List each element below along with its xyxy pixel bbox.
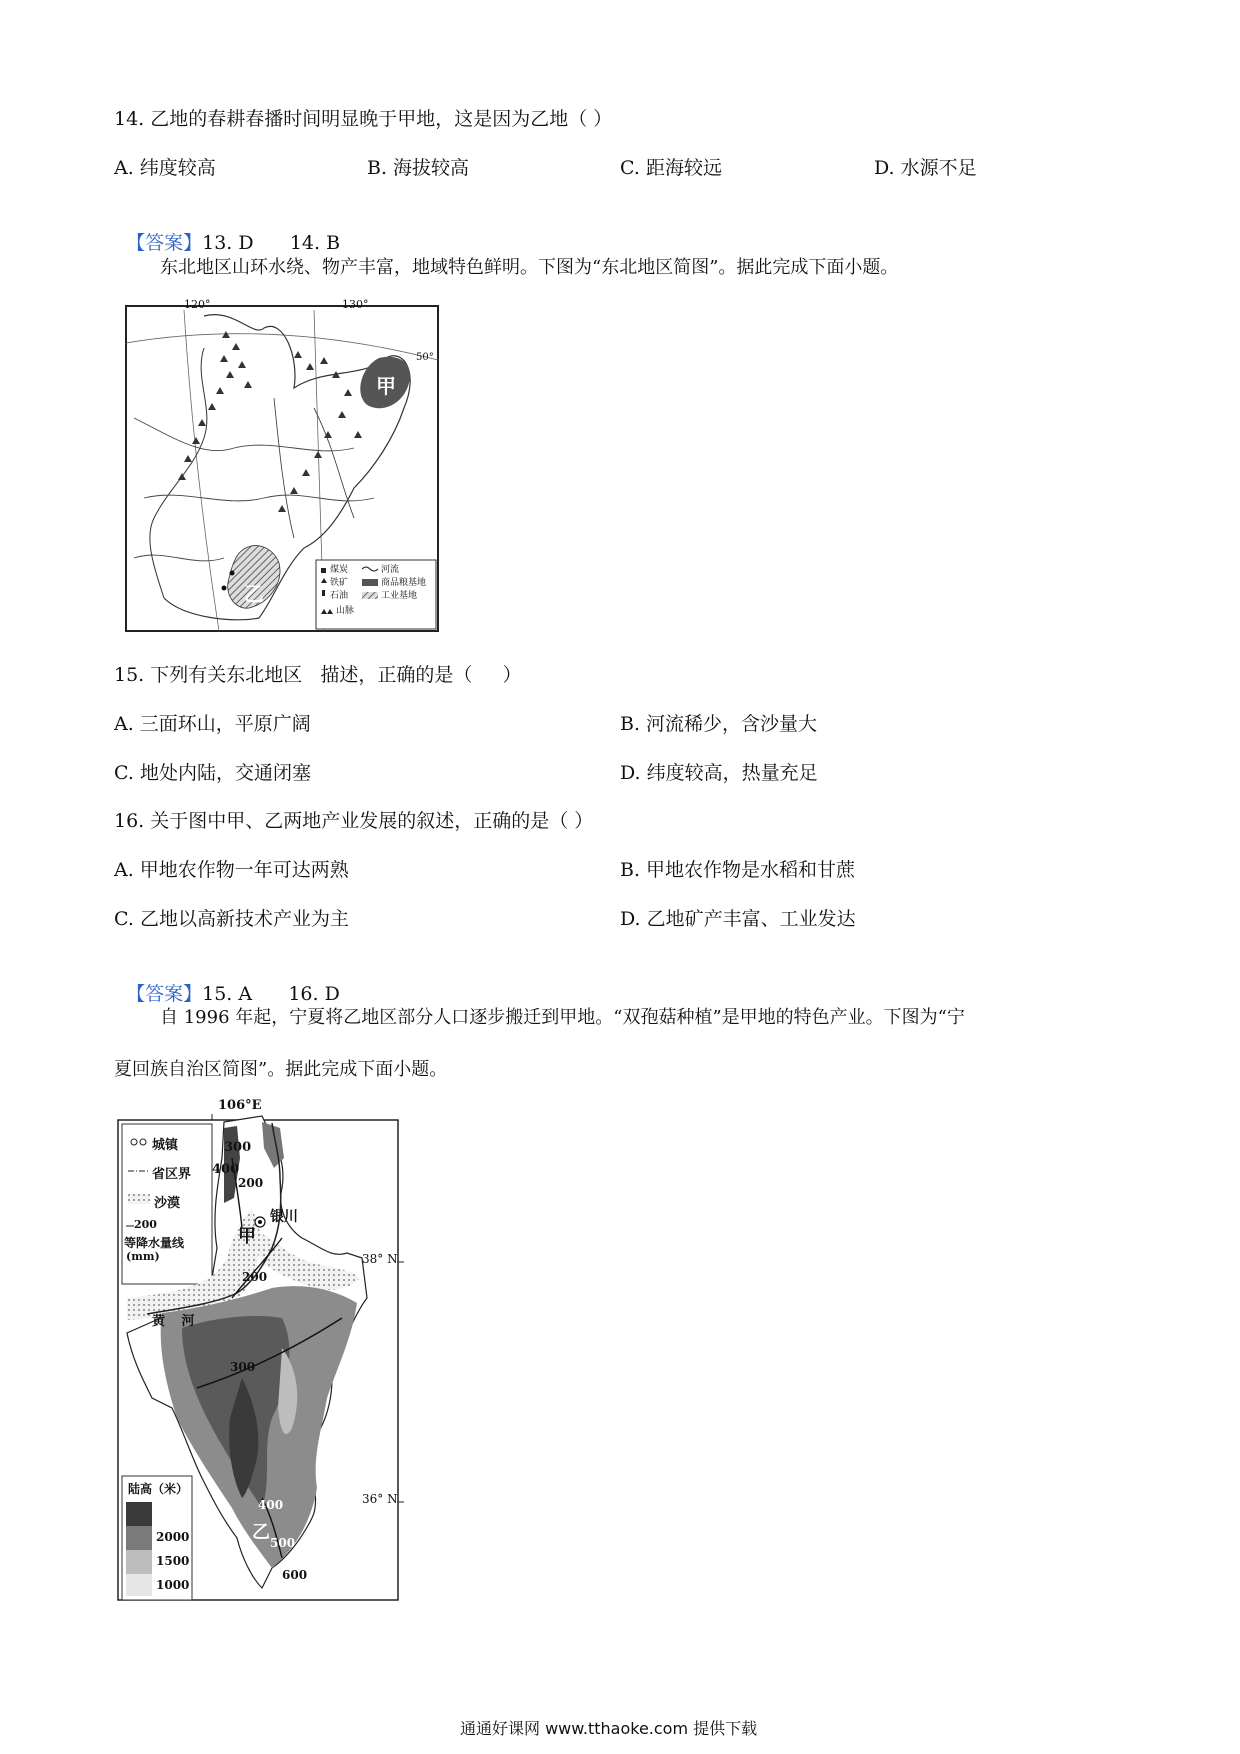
q16-option-c: C. 乙地以高新技术产业为主 bbox=[114, 908, 349, 930]
q16-option-b: B. 甲地农作物是水稻和甘蔗 bbox=[620, 859, 856, 881]
isohyet-label: 500 bbox=[270, 1536, 296, 1550]
legend-grain-base: 商品粮基地 bbox=[381, 578, 427, 588]
region-jia-label: 甲 bbox=[376, 374, 396, 398]
legend-isohyet-value: 200 bbox=[134, 1218, 157, 1231]
legend-river: 河流 bbox=[381, 565, 400, 575]
isohyet-label: 400 bbox=[258, 1498, 284, 1512]
legend-desert: 沙漠 bbox=[154, 1196, 181, 1211]
q16-option-d: D. 乙地矿产丰富、工业发达 bbox=[620, 908, 856, 930]
q15-option-b: B. 河流稀少，含沙量大 bbox=[620, 713, 818, 735]
elevation-legend-title: 陆高（米） bbox=[128, 1482, 189, 1496]
lat-38-label: 38° N bbox=[362, 1252, 398, 1266]
ningxia-map bbox=[112, 1098, 472, 1604]
answer-text: 13. D 14. B bbox=[202, 232, 341, 254]
q15-stem: 15. 下列有关东北地区 描述，正确的是（ ） bbox=[114, 664, 522, 686]
isohyet-label: 200 bbox=[242, 1270, 268, 1284]
isohyet-label: 300 bbox=[224, 1140, 252, 1155]
footer-text: 通通好课网 www.tthaoke.com 提供下载 bbox=[460, 1719, 758, 1738]
q15-option-d: D. 纬度较高，热量充足 bbox=[620, 762, 818, 784]
city-yinchuan-label: 银川 bbox=[270, 1209, 298, 1225]
q14-stem: 14. 乙地的春耕春播时间明显晚于甲地，这是因为乙地（ ） bbox=[114, 108, 613, 130]
q16-option-a: A. 甲地农作物一年可达两熟 bbox=[114, 859, 349, 881]
lat-50-label: 50° bbox=[416, 352, 434, 363]
answer-tag: 【答案】 bbox=[126, 232, 203, 254]
q15-option-a: A. 三面环山，平原广阔 bbox=[114, 713, 311, 735]
q14-option-c: C. 距海较远 bbox=[620, 157, 722, 179]
elevation-2000: 2000 bbox=[156, 1530, 190, 1544]
q15-option-c: C. 地处内陆，交通闭塞 bbox=[114, 762, 311, 784]
answer-tag: 【答案】 bbox=[126, 983, 203, 1005]
legend-isohyet-unit: (mm) bbox=[126, 1250, 160, 1263]
northeast-map bbox=[124, 298, 442, 633]
isohyet-label: 200 bbox=[238, 1176, 264, 1190]
answer-15-16 bbox=[114, 955, 340, 1007]
region-jia-label: 甲 bbox=[238, 1226, 256, 1247]
isohyet-label: 600 bbox=[282, 1568, 308, 1582]
legend-town: 城镇 bbox=[152, 1138, 179, 1153]
q14-option-d: D. 水源不足 bbox=[874, 157, 977, 179]
legend-coal: 煤炭 bbox=[330, 565, 349, 575]
lon-120-label: 120° bbox=[184, 298, 211, 311]
legend-mountain: 山脉 bbox=[336, 606, 355, 616]
legend-border: 省区界 bbox=[152, 1167, 192, 1182]
legend-iron: 铁矿 bbox=[330, 578, 349, 588]
lon-106-label: 106°E bbox=[218, 1098, 262, 1113]
elevation-1000: 1000 bbox=[156, 1578, 190, 1592]
legend-isohyet-label: 等降水量线 bbox=[124, 1236, 185, 1250]
isohyet-label: 300 bbox=[230, 1360, 256, 1374]
river-label: 黄 河 bbox=[152, 1314, 201, 1329]
elevation-1500: 1500 bbox=[156, 1554, 190, 1568]
intro-northeast: 东北地区山环水绕、物产丰富，地域特色鲜明。下图为“东北地区简图”。据此完成下面小题。 bbox=[160, 257, 899, 278]
lat-36-label: 36° N bbox=[362, 1492, 398, 1506]
answer-text: 15. A 16. D bbox=[202, 983, 340, 1005]
answer-13-14 bbox=[114, 204, 340, 256]
intro-ningxia-line2: 夏回族自治区简图”。据此完成下面小题。 bbox=[114, 1059, 448, 1080]
intro-ningxia-line1: 自 1996 年起，宁夏将乙地区部分人口逐步搬迁到甲地。“双孢菇种植”是甲地的特色产业。下图为“宁 bbox=[160, 1007, 965, 1028]
q14-option-a: A. 纬度较高 bbox=[114, 157, 216, 179]
isohyet-label: 400 bbox=[212, 1162, 240, 1177]
legend-oil: 石油 bbox=[330, 591, 349, 601]
q14-option-b: B. 海拔较高 bbox=[367, 157, 470, 179]
region-yi-label: 乙 bbox=[244, 582, 264, 606]
legend-industrial-base: 工业基地 bbox=[381, 591, 418, 601]
q16-stem: 16. 关于图中甲、乙两地产业发展的叙述，正确的是（ ） bbox=[114, 810, 594, 832]
region-yi-label: 乙 bbox=[252, 1522, 270, 1543]
lon-130-label: 130° bbox=[342, 298, 369, 311]
